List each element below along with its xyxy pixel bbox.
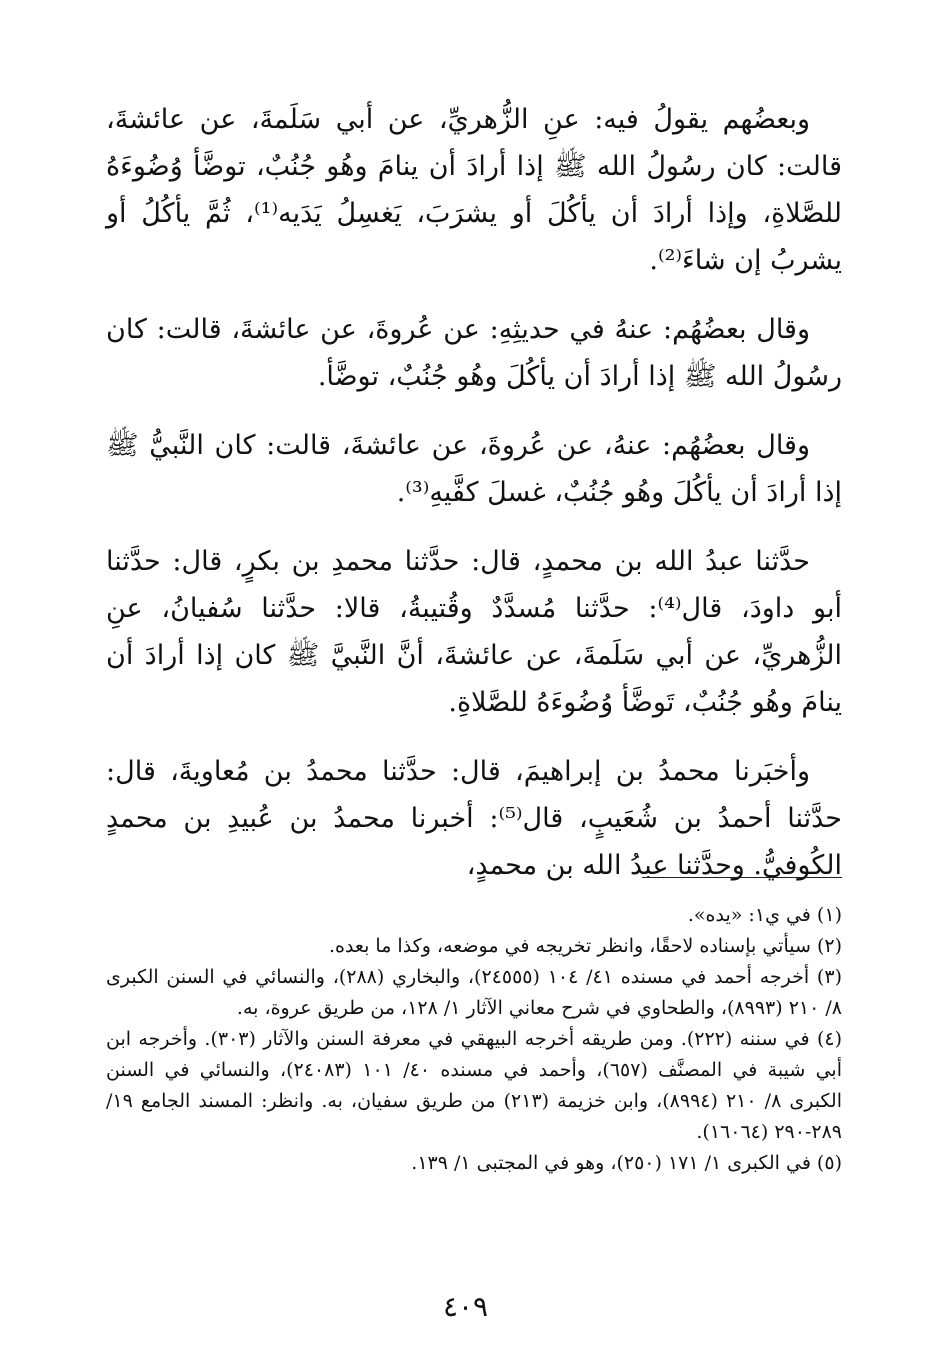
footnote: (٣) أخرجه أحمد في مسنده ٤١/ ١٠٤ (٢٤٥٥٥)، والبخاري (٢٨٨)، والنسائي في السنن الكبرى ٨/ ٢١٠ (٨٩٩٣)، والطحاوي في شرح معاني الآثار ١/ ١٢٨، من طريق عروة، به.	[106, 966, 842, 1019]
footnote: (٤) في سننه (٢٢٢). ومن طريقه أخرجه البيهقي في معرفة السنن والآثار (٣٠٣). وأخرجه ابن أبي شيبة في المصنَّف (٦٥٧)، وأحمد في مسنده ٤٠/ ١٠١ (٢٤٠٨٣)، والنسائي في السنن الكبرى ٨/ ٢١٠ (٨٩٩٤)، وابن خزيمة (٢١٣) من طريق سفيان، به. وانظر: المسند الجامع ١٩/ ٢٨٩-٢٩٠ (١٦٠٦٤).	[106, 1028, 842, 1143]
paragraph: حدَّثنا عبدُ الله بن محمدٍ، قال: حدَّثنا محمدِ بن بكرٍ، قال: حدَّثنا أبو داودَ، قال⁽⁴⁾: حدَّثنا مُسدَّدٌ وقُتيبةُ، قالا: حدَّثنا سُفيانُ، عنِ الزُّهريِّ، عن أبي سَلَمةَ، عن عائشةَ، أنَّ النَّبيَّ ﷺ كان إذا أرادَ أن ينامَ وهُو جُنُبٌ، تَوضَّأ وُضُوءَهُ للصَّلاةِ.	[106, 546, 843, 718]
footnote-separator	[642, 877, 842, 878]
main-text	[106, 96, 842, 911]
footnote: (٢) سيأتي بإسناده لاحقًا، وانظر تخريجه في موضعه، وكذا ما بعده.	[328, 935, 842, 957]
paragraph: وأخبَرنا محمدُ بن إبراهيمَ، قال: حدَّثنا محمدُ بن مُعاويةَ، قال: حدَّثنا أحمدُ بن شُعَيبٍ، قال⁽⁵⁾: أخبرنا محمدُ بن عُبيدِ بن محمدٍ الكُوفيُّ. وحدَّثنا عبدُ الله بن محمدٍ،	[106, 756, 842, 881]
paragraph: وقال بعضُهُم: عنهُ في حديثِهِ: عن عُروةَ، عن عائشةَ، قالت: كان رسُولُ الله ﷺ إذا أرادَ أن يأكُلَ وهُو جُنُبٌ، توضَّأ.	[106, 314, 842, 392]
page-number: ٤٠٩	[442, 1290, 489, 1323]
paragraph: وبعضُهم يقولُ فيه: عنِ الزُّهريِّ، عن أبي سَلَمةَ، عن عائشةَ، قالت: كان رسُولُ الله ﷺ إذا أرادَ أن ينامَ وهُو جُنُبٌ، توضَّأ وُضُوءَهُ للصَّلاةِ، وإذا أرادَ أن يأكُلَ أو يشرَبَ، يَغسِلُ يَدَيه⁽¹⁾، ثُمَّ يأكُلُ أو يشربُ إن شاءَ⁽²⁾.	[106, 104, 842, 276]
paragraph: وقال بعضُهُم: عنهُ، عن عُروةَ، عن عائشةَ، قالت: كان النَّبيُّ ﷺ إذا أرادَ أن يأكُلَ وهُو جُنُبٌ، غسلَ كفَّيهِ⁽³⁾.	[106, 430, 842, 508]
footnotes	[106, 900, 842, 1179]
footnote: (٥) في الكبرى ١/ ١٧١ (٢٥٠)، وهو في المجتبى ١/ ١٣٩.	[411, 1152, 842, 1174]
footnote: (١) في ي١: «يده».	[687, 904, 842, 926]
